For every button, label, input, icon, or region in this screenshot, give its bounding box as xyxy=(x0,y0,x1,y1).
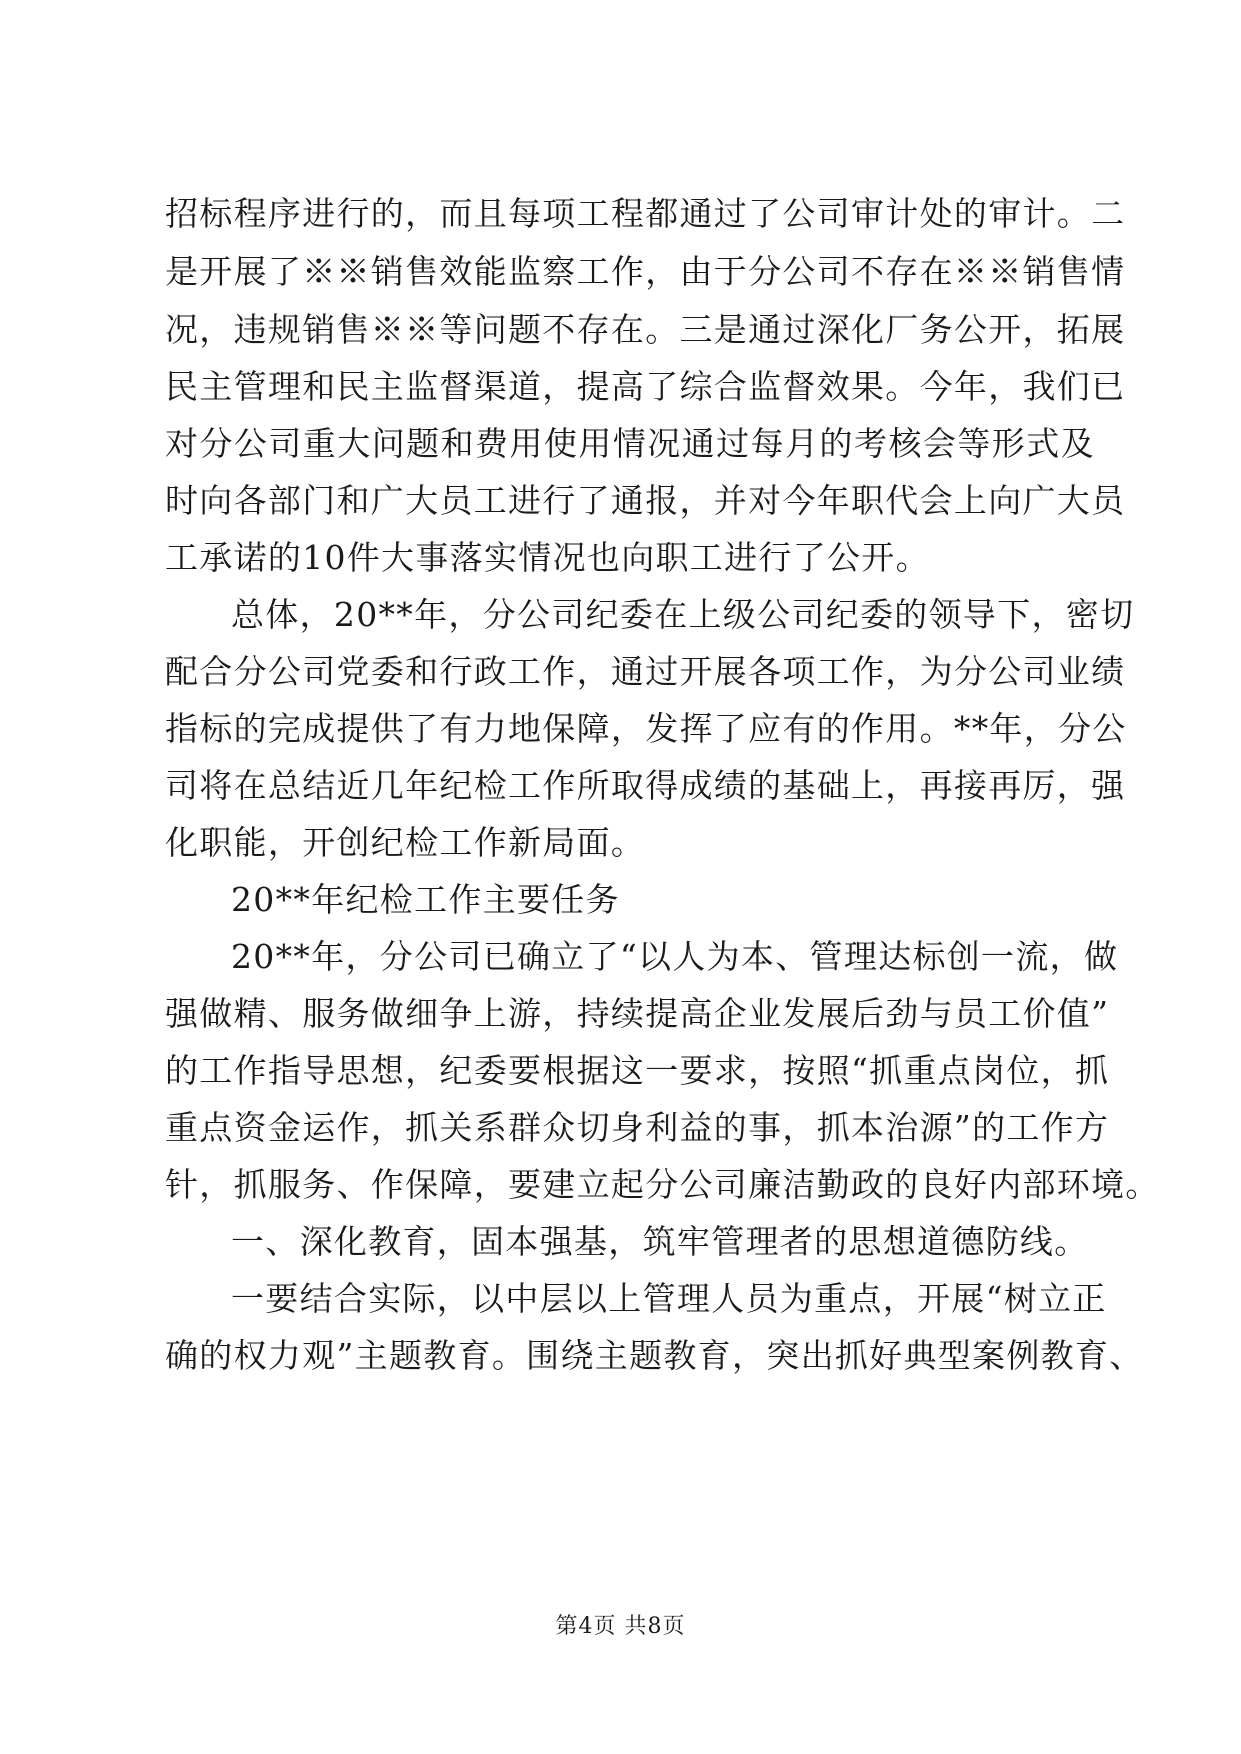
section-heading: 20**年纪检工作主要任务 xyxy=(231,880,620,919)
text-line: 工承诺的10件大事落实情况也向职工进行了公开。 xyxy=(165,538,930,577)
text-line: 确的权力观”主题教育。围绕主题教育，突出抓好典型案例教育、 xyxy=(165,1336,1144,1375)
text-line: 时向各部门和广大员工进行了通报，并对今年职代会上向广大员 xyxy=(165,481,1126,520)
text-line: 强做精、服务做细争上游，持续提高企业发展后劲与员工价值” xyxy=(165,994,1110,1033)
text-line: 的工作指导思想，纪委要根据这一要求，按照“抓重点岗位，抓 xyxy=(165,1051,1110,1090)
page-footer: 第4页 共8页 xyxy=(555,1614,686,1639)
text-line: 重点资金运作，抓关系群众切身利益的事，抓本治源”的工作方 xyxy=(165,1108,1110,1147)
subsection-heading: 一、深化教育，固本强基，筑牢管理者的思想道德防线。 xyxy=(231,1222,1089,1261)
paragraph-first-line: 20**年，分公司已确立了“以人为本、管理达标创一流，做 xyxy=(231,937,1119,976)
text-line: 对分公司重大问题和费用使用情况通过每月的考核会等形式及 xyxy=(165,424,1095,463)
text-line: 是开展了※※销售效能监察工作，由于分公司不存在※※销售情 xyxy=(165,252,1126,291)
text-line: 化职能，开创纪检工作新局面。 xyxy=(165,823,646,862)
text-line: 配合分公司党委和行政工作，通过开展各项工作，为分公司业绩 xyxy=(165,652,1126,691)
paragraph-first-line: 一要结合实际，以中层以上管理人员为重点，开展“树立正 xyxy=(231,1279,1107,1318)
text-line: 指标的完成提供了有力地保障，发挥了应有的作用。**年，分公 xyxy=(165,709,1127,748)
text-line: 司将在总结近几年纪检工作所取得成绩的基础上，再接再厉，强 xyxy=(165,766,1126,805)
text-line: 民主管理和民主监督渠道，提高了综合监督效果。今年，我们已 xyxy=(165,367,1126,406)
text-line: 针，抓服务、作保障，要建立起分公司廉洁勤政的良好内部环境。 xyxy=(165,1165,1160,1204)
paragraph-first-line: 总体，20**年，分公司纪委在上级公司纪委的领导下，密切 xyxy=(231,595,1135,634)
text-line: 招标程序进行的，而且每项工程都通过了公司审计处的审计。二 xyxy=(165,194,1126,233)
text-line: 况，违规销售※※等问题不存在。三是通过深化厂务公开，拓展 xyxy=(165,310,1126,349)
